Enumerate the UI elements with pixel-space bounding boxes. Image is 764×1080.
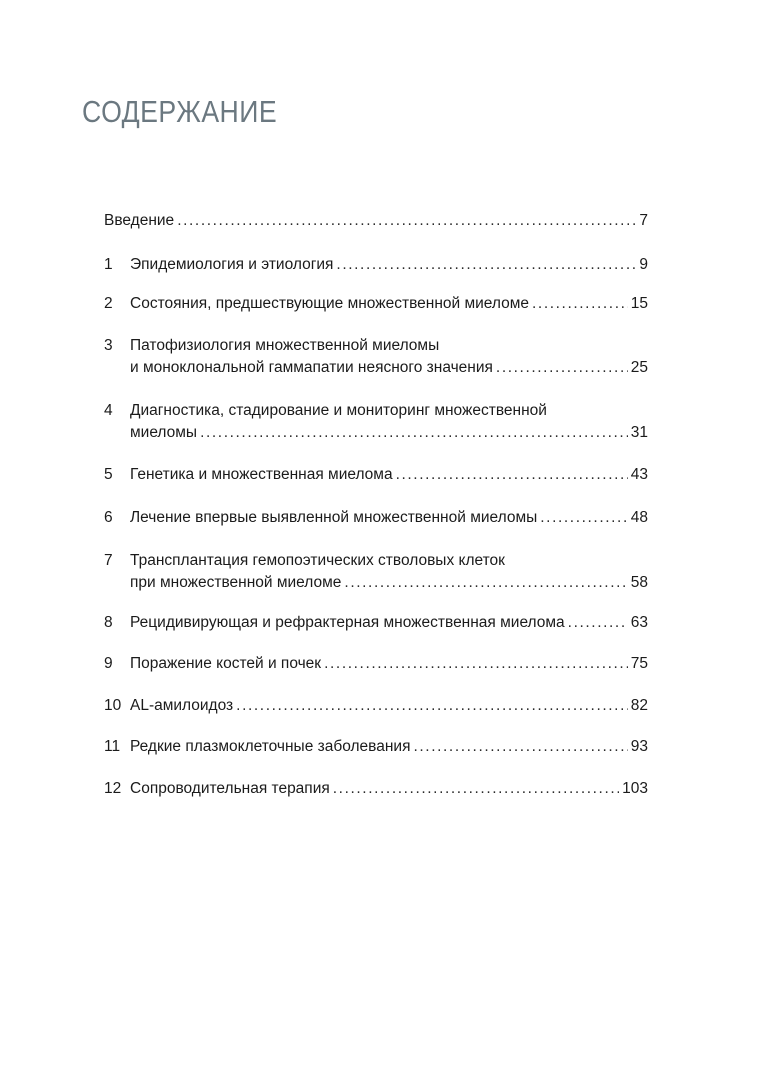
toc-entry-9[interactable] bbox=[104, 653, 648, 675]
toc-entry-2[interactable] bbox=[104, 293, 648, 315]
toc-chapter-number: 12 bbox=[104, 780, 122, 797]
toc-chapter-number: 3 bbox=[104, 337, 113, 354]
toc-entry-12[interactable] bbox=[104, 778, 648, 800]
toc-page-number: 58 bbox=[630, 574, 648, 591]
toc-page-number: 82 bbox=[630, 697, 648, 714]
toc-page-number: 31 bbox=[630, 424, 648, 441]
toc-entry-title: Состояния, предшествующие множественной миеломе bbox=[130, 295, 529, 312]
dot-leader bbox=[396, 464, 628, 486]
toc-entry-5[interactable] bbox=[104, 464, 648, 486]
toc-entry-title-continuation: и моноклональной гаммапатии неясного значения bbox=[130, 359, 493, 376]
dot-leader bbox=[413, 736, 627, 758]
dot-leader bbox=[324, 653, 628, 675]
toc-chapter-number: 7 bbox=[104, 552, 113, 569]
toc-chapter-number: 8 bbox=[104, 614, 113, 631]
toc-entry-title: Эпидемиология и этиология bbox=[130, 256, 334, 273]
toc-page-number: 15 bbox=[630, 295, 648, 312]
toc-entry-7[interactable] bbox=[104, 550, 648, 594]
toc-entry-title: Рецидивирующая и рефрактерная множественная миелома bbox=[130, 614, 565, 631]
toc-chapter-number: 5 bbox=[104, 466, 113, 483]
dot-leader bbox=[540, 507, 628, 529]
toc-page-number: 9 bbox=[639, 256, 648, 273]
toc-entry-title: Лечение впервые выявленной множественной миеломы bbox=[130, 509, 538, 526]
toc-entry-4[interactable] bbox=[104, 400, 648, 444]
toc-chapter-number: 9 bbox=[104, 655, 113, 672]
toc-chapter-number: 1 bbox=[104, 256, 113, 273]
toc-entry-title: Трансплантация гемопоэтических стволовых клеток bbox=[130, 552, 505, 569]
toc-entry-10[interactable] bbox=[104, 695, 648, 717]
toc-page-number: 7 bbox=[639, 212, 648, 229]
toc-chapter-number: 6 bbox=[104, 509, 113, 526]
toc-entry-1[interactable] bbox=[104, 254, 648, 276]
toc-page-number: 93 bbox=[630, 738, 648, 755]
toc-page-number: 63 bbox=[630, 614, 648, 631]
toc-page-number: 48 bbox=[630, 509, 648, 526]
dot-leader bbox=[532, 293, 628, 315]
toc-entry-introduction[interactable] bbox=[104, 210, 648, 232]
toc-chapter-number: 11 bbox=[104, 738, 121, 755]
page-title: СОДЕРЖАНИЕ bbox=[82, 94, 278, 129]
toc-entry-title: Поражение костей и почек bbox=[130, 655, 322, 672]
toc-page-number: 25 bbox=[630, 359, 648, 376]
toc-entry-title: Сопроводительная терапия bbox=[130, 780, 330, 797]
toc-entry-title-continuation: при множественной миеломе bbox=[130, 574, 342, 591]
toc-entry-6[interactable] bbox=[104, 507, 648, 529]
toc-entry-title: Введение bbox=[104, 212, 175, 229]
toc-chapter-number: 4 bbox=[104, 402, 113, 419]
dot-leader bbox=[344, 572, 627, 594]
toc-entry-3[interactable] bbox=[104, 335, 648, 379]
toc-entry-title: Редкие плазмоклеточные заболевания bbox=[130, 738, 411, 755]
toc-chapter-number: 10 bbox=[104, 697, 122, 714]
dot-leader bbox=[568, 612, 628, 634]
dot-leader bbox=[333, 778, 619, 800]
toc-page-number: 43 bbox=[630, 466, 648, 483]
toc-entry-title: Генетика и множественная миелома bbox=[130, 466, 393, 483]
toc-entry-title: AL-амилоидоз bbox=[130, 697, 234, 714]
dot-leader bbox=[496, 357, 628, 379]
toc-entry-11[interactable] bbox=[104, 736, 648, 758]
toc-page-number: 75 bbox=[630, 655, 648, 672]
dot-leader bbox=[236, 695, 628, 717]
toc-chapter-number: 2 bbox=[104, 295, 113, 312]
toc-entry-title: Диагностика, стадирование и мониторинг множественной bbox=[130, 402, 547, 419]
toc-page-number: 103 bbox=[622, 780, 648, 797]
toc-entry-title-continuation: миеломы bbox=[130, 424, 198, 441]
dot-leader bbox=[177, 210, 636, 232]
toc-entry-title: Патофизиология множественной миеломы bbox=[130, 337, 440, 354]
toc-entry-8[interactable] bbox=[104, 612, 648, 634]
dot-leader bbox=[336, 254, 636, 276]
dot-leader bbox=[200, 422, 628, 444]
